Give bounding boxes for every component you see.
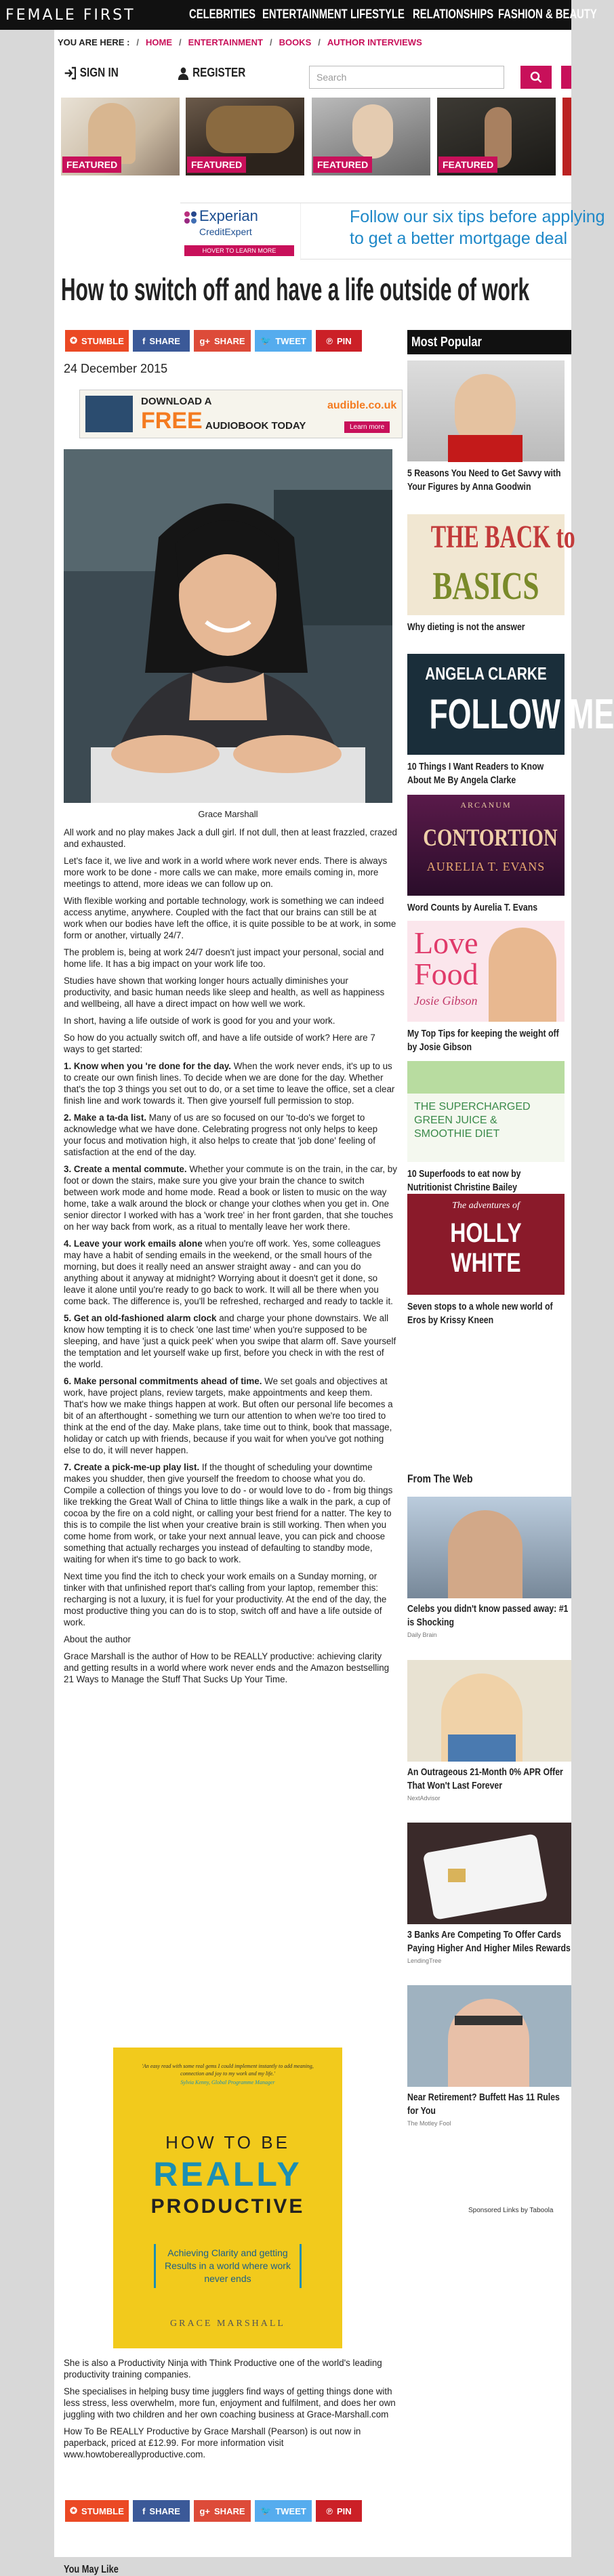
breadcrumb-sep: / bbox=[318, 37, 321, 47]
book-quote-text: 'An easy read with some real gems I could implement instantly to add meaning, connection and joy to my work and my life.' bbox=[142, 2063, 314, 2077]
audible-download-text: DOWNLOAD A bbox=[141, 396, 212, 407]
book-title-line2: REALLY bbox=[153, 2155, 302, 2193]
popular-image-text: The adventures of bbox=[452, 1201, 520, 1211]
stumble-icon: ✪ bbox=[70, 2506, 78, 2516]
audible-book-text: AUDIOBOOK TODAY bbox=[205, 420, 306, 432]
popular-image bbox=[407, 795, 565, 896]
share-bar-top bbox=[65, 330, 397, 352]
featured-item[interactable] bbox=[186, 98, 304, 175]
tip-text: and charge your phone downstairs. We all know how tempting it is to check 'one last time' when you're supposed to be sleeping, and have 'just a quick peek' when you swipe that alarm off. Save yourself the temptation and let yourself wake up first, before you check in with the rest of the world. bbox=[64, 1313, 396, 1369]
audible-free-text: FREE bbox=[141, 408, 203, 434]
web-item[interactable] bbox=[407, 1823, 571, 1964]
popular-title[interactable]: My Top Tips for keeping the weight off by Josie Gibson bbox=[407, 1028, 559, 1053]
breadcrumb-label: YOU ARE HERE : bbox=[58, 37, 130, 47]
facebook-icon: f bbox=[142, 335, 146, 346]
paragraph: She is also a Productivity Ninja with Think Productive one of the world's leading productivity training companies. bbox=[64, 2358, 382, 2380]
sidebar bbox=[407, 330, 614, 2214]
tip-7 bbox=[64, 1461, 397, 1565]
experian-hover-label: HOVER TO LEARN MORE bbox=[184, 245, 294, 256]
page-gutter bbox=[0, 30, 54, 2557]
tweet-button[interactable] bbox=[255, 330, 312, 352]
sponsored-links[interactable]: Sponsored Links by Taboola bbox=[468, 2207, 554, 2214]
experian-logo-icon bbox=[183, 210, 198, 225]
paragraph: In short, having a life outside of work is good for you and your work. bbox=[64, 1016, 335, 1026]
tip-text: Many of us are so focused on our 'to-do's we forget to acknowledge what we have done. Celebrating progress not only helps to keep your focus and motivation high, it also helps to create that 'job done' feeling of satisfaction at the end of the day. bbox=[64, 1113, 378, 1157]
popular-image-text: Josie Gibson bbox=[414, 994, 478, 1007]
google-label: SHARE bbox=[214, 335, 245, 346]
paragraph: Let's face it, we live and work in a world where work never ends. There is always more work to be done - more calls we can make, more emails coming in, more meetings to attend, more ideas we can follow up on. bbox=[64, 856, 388, 889]
register-link[interactable] bbox=[178, 66, 245, 80]
sign-in-label: SIGN IN bbox=[79, 66, 119, 79]
nav-lifestyle[interactable]: LIFESTYLE bbox=[350, 7, 405, 22]
search-icon bbox=[530, 71, 542, 83]
popular-image-text: ARCANUM bbox=[460, 800, 512, 810]
tweet-button[interactable] bbox=[255, 2500, 312, 2522]
web-image bbox=[407, 1985, 571, 2087]
tip-text: If the thought of scheduling your downtime makes you shudder, then give yourself the freedom to choose what you do. Compile a collection of things you love to do - or would love to do - from big things like trekking the Great Wall of China to little things like a walk in the park, a cup of cocoa by the fire on a cold night, or calling your best friend for a natter. The key to this is to compile the list when your creative brain is still working. Then when you come home from work, or take your next annual leave, you can pick and choose something that actually recharges you instead of defaulting to standby mode, waiting for when it's time to go back to work. bbox=[64, 1462, 393, 1564]
pinterest-icon: ℗ bbox=[326, 335, 333, 346]
paragraph: How To Be REALLY Productive by Grace Marshall (Pearson) is out now in paperback, priced at £12.99. For more information visit www.howtobereallyproductive.com. bbox=[64, 2426, 361, 2459]
breadcrumb-sep: / bbox=[179, 37, 182, 47]
register-label: REGISTER bbox=[192, 66, 246, 79]
facebook-label: SHARE bbox=[149, 335, 180, 346]
popular-image bbox=[407, 1194, 565, 1295]
popular-image bbox=[407, 921, 565, 1022]
paragraph: She specialises in helping busy time jugglers find ways of getting things done with less stress, less overwhelm, more fun, enjoyment and fulfilment, and does her own juggling with two children and her own coaching business at Grace-Marshall.com bbox=[64, 2386, 396, 2419]
breadcrumb-entertainment[interactable]: ENTERTAINMENT bbox=[188, 37, 263, 47]
you-may-like-heading: You May Like bbox=[64, 2564, 119, 2575]
popular-image-text: Love Food bbox=[414, 926, 478, 991]
book-author: GRACE MARSHALL bbox=[170, 2319, 285, 2329]
web-source: NextAdvisor bbox=[407, 1795, 441, 1802]
breadcrumb-author-interviews[interactable]: AUTHOR INTERVIEWS bbox=[327, 37, 422, 47]
popular-title[interactable]: 10 Things I Want Readers to Know About Me By Angela Clarke bbox=[407, 761, 544, 786]
breadcrumb-home[interactable]: HOME bbox=[146, 37, 173, 47]
paragraph: Grace Marshall is the author of How to be REALLY productive: achieving clarity and getting results in a world where work never ends and the Amazon bestselling 21 Ways to Manage the Stuff That Sucks Up Your Time. bbox=[64, 1651, 390, 1684]
breadcrumb bbox=[54, 30, 571, 55]
web-image bbox=[407, 1660, 571, 1762]
tip-heading: 1. Know when you 're done for the day. bbox=[64, 1061, 231, 1071]
tip-heading: 3. Create a mental commute. bbox=[64, 1164, 187, 1174]
web-item[interactable] bbox=[407, 1660, 571, 1802]
featured-item[interactable] bbox=[437, 98, 556, 175]
about-author-heading: About the author bbox=[64, 1634, 131, 1644]
popular-item[interactable] bbox=[407, 654, 614, 787]
stumble-icon: ✪ bbox=[70, 335, 78, 346]
tip-text: when you're off work. Yes, some colleagues may have a habit of sending emails in the weekend, or the small hours of the morning, but does it really need an answer straight away - and can you do anything about it anyway at midnight? Worrying about it doesn't get it done, so leave it alone until you're ready to go back to work. It will all be there when you come back. The difference is, you'll be refreshed, recharged and ready to tackle it. bbox=[64, 1239, 393, 1306]
paragraph: With flexible working and portable technology, work is something we can indeed access anytime, anywhere. Coupled with the fact that our brains can still be at work when our bodies have left the office, it is quite possible to be at work, in some form or another, virtually 24/7. bbox=[64, 896, 396, 940]
user-icon bbox=[178, 66, 189, 80]
audible-logo: audible.co.uk bbox=[327, 400, 397, 411]
popular-item[interactable] bbox=[407, 921, 565, 1054]
web-source: Daily Brain bbox=[407, 1632, 437, 1638]
tip-heading: 2. Make a ta-da list. bbox=[64, 1113, 147, 1123]
user-bar bbox=[54, 62, 571, 89]
book-title-line3: PRODUCTIVE bbox=[150, 2195, 305, 2218]
paragraph: All work and no play makes Jack a dull girl. If not dull, then at least frazzled, crazed and exhausted. bbox=[64, 827, 397, 849]
search-button[interactable] bbox=[520, 66, 552, 89]
popular-image-text: FOLLOW ME bbox=[429, 691, 614, 738]
web-title[interactable]: Near Retirement? Buffett Has 11 Rules for You bbox=[407, 2092, 560, 2117]
tip-1 bbox=[64, 1060, 397, 1106]
tip-text: Whether your commute is on the train, in the car, by foot or down the stairs, make sure you give your brain the chance to switch between work mode and home mode. Read a book or listen to music on the way home, take a walk around the block or change your clothes when you get in. One senior director I worked with has a 'work tree' in her front garden, that she touches on her way back from work, as a ritual to mentally leave her work there. bbox=[64, 1164, 397, 1232]
stumble-label: STUMBLE bbox=[81, 335, 124, 346]
breadcrumb-sep: / bbox=[136, 37, 140, 47]
tip-4 bbox=[64, 1238, 397, 1307]
nav-celebrities[interactable]: CELEBRITIES bbox=[189, 7, 255, 22]
from-the-web-heading: From The Web bbox=[407, 1472, 473, 1485]
photo-caption: Grace Marshall bbox=[198, 809, 258, 819]
stumble-label: STUMBLE bbox=[81, 2506, 124, 2516]
tip-heading: 5. Get an old-fashioned alarm clock bbox=[64, 1313, 217, 1323]
featured-item[interactable] bbox=[312, 98, 430, 175]
popular-image-text: CONTORTION bbox=[423, 824, 558, 851]
audible-device-image bbox=[85, 396, 133, 432]
nav-relationships[interactable]: RELATIONSHIPS bbox=[413, 7, 494, 22]
search-edge bbox=[561, 66, 571, 89]
article-body bbox=[64, 827, 397, 1690]
facebook-label: SHARE bbox=[149, 2506, 180, 2516]
popular-title[interactable]: 5 Reasons You Need to Get Savvy with Your Figures by Anna Goodwin bbox=[407, 468, 561, 493]
google-share-button[interactable] bbox=[194, 2500, 251, 2522]
pin-label: PIN bbox=[336, 335, 352, 346]
popular-image-text: HOLLY WHITE bbox=[450, 1218, 522, 1278]
paragraph: The problem is, being at work 24/7 doesn't just impact your personal, social and home life. It has a big impact on your work life too. bbox=[64, 947, 384, 969]
popular-item[interactable] bbox=[407, 1061, 565, 1194]
popular-image bbox=[407, 1061, 565, 1162]
facebook-share-button[interactable] bbox=[133, 2500, 190, 2522]
featured-image bbox=[352, 104, 393, 159]
featured-strip bbox=[61, 98, 571, 175]
web-image bbox=[407, 1823, 571, 1924]
featured-item-partial bbox=[562, 98, 571, 175]
featured-label: FEATURED bbox=[313, 157, 372, 173]
author-photo-illustration bbox=[64, 449, 392, 803]
popular-title[interactable]: Why dieting is not the answer bbox=[407, 621, 525, 633]
breadcrumb-books[interactable]: BOOKS bbox=[279, 37, 312, 47]
experian-logo-box bbox=[180, 203, 301, 260]
article-title: How to switch off and have a life outside of work bbox=[61, 272, 530, 307]
popular-image bbox=[407, 514, 575, 615]
stumble-button[interactable] bbox=[65, 330, 129, 352]
featured-image bbox=[88, 103, 136, 164]
popular-title[interactable]: Word Counts by Aurelia T. Evans bbox=[407, 902, 538, 913]
tip-6 bbox=[64, 1375, 397, 1456]
popular-item[interactable] bbox=[407, 360, 565, 494]
popular-image bbox=[407, 654, 614, 755]
site-logo[interactable]: FEMALE FIRST bbox=[5, 6, 136, 24]
web-title[interactable]: An Outrageous 21-Month 0% APR Offer That Won't Last Forever bbox=[407, 1766, 563, 1791]
popular-image-text: THE BACK to bbox=[430, 519, 575, 555]
tweet-label: TWEET bbox=[275, 2506, 306, 2516]
popular-item[interactable] bbox=[407, 795, 565, 915]
popular-item[interactable] bbox=[407, 514, 575, 634]
nav-entertainment[interactable]: ENTERTAINMENT bbox=[262, 7, 348, 22]
share-bar-bottom bbox=[65, 2500, 397, 2522]
featured-label: FEATURED bbox=[187, 157, 246, 173]
web-title[interactable]: 3 Banks Are Competing To Offer Cards Paying Higher And Higher Miles Rewards bbox=[407, 1929, 571, 1954]
audible-learn-more[interactable]: Learn more bbox=[344, 421, 390, 433]
nav-fashion-beauty[interactable]: FASHION & BEAUTY bbox=[498, 7, 597, 22]
twitter-icon: 🐦 bbox=[260, 2506, 272, 2516]
experian-brand: Experian bbox=[199, 207, 258, 224]
pin-button[interactable] bbox=[316, 330, 362, 352]
popular-image-text: ANGELA CLARKE bbox=[425, 663, 547, 684]
facebook-icon: f bbox=[142, 2506, 146, 2516]
tip-5 bbox=[64, 1312, 397, 1370]
page-content bbox=[54, 30, 614, 2575]
tip-2 bbox=[64, 1112, 397, 1158]
tip-text: We set goals and objectives at work, have project plans, review targets, make appointments and keep them. That's how we make things happen at work. But often our personal life becomes a bit of an afterthought - something we turn our attention to when we're too tired to think at the end of the day. Make plans, take time out to think, book that massage, holiday or catch up with friends, because if you wait for when you've got nothing else to do, it will never happen. bbox=[64, 1376, 393, 1455]
paragraph: So how do you actually switch off, and have a life outside of work? Here are 7 ways to get started: bbox=[64, 1033, 375, 1054]
author-photo bbox=[64, 449, 392, 803]
audible-ad[interactable] bbox=[79, 390, 403, 438]
stumble-button[interactable] bbox=[65, 2500, 129, 2522]
featured-label: FEATURED bbox=[438, 157, 497, 173]
popular-image-text: THE SUPERCHARGED GREEN JUICE & SMOOTHIE DIET bbox=[414, 1101, 531, 1140]
tip-heading: 6. Make personal commitments ahead of time. bbox=[64, 1376, 262, 1386]
book-cover bbox=[113, 2048, 342, 2348]
popular-title[interactable]: Seven stops to a whole new world of Eros by Krissy Kneen bbox=[407, 1301, 553, 1326]
web-source: LendingTree bbox=[407, 1957, 442, 1964]
web-item[interactable] bbox=[407, 1985, 571, 2127]
experian-sub: CreditExpert bbox=[199, 226, 252, 237]
book-title-line1: HOW TO BE bbox=[165, 2132, 290, 2153]
experian-text-line2: to get a better mortgage deal bbox=[350, 229, 568, 248]
most-popular-label: Most Popular bbox=[411, 334, 482, 350]
tip-text: When the work never ends, it's up to us to create our own finish lines. To decide when we are done for the day. Whether that's the top 3 things you set out to do, or a set time to leave the office, set a clear finish line and work towards it. Then give yourself full permission to stop. bbox=[64, 1061, 395, 1106]
popular-image bbox=[407, 360, 565, 461]
paragraph: Studies have shown that working longer hours actually diminishes your productivity, and basic human needs like sleep and health, as well as happiness and wellbeing, all have a direct impact on how well we work. bbox=[64, 976, 385, 1009]
google-share-button[interactable] bbox=[194, 330, 251, 352]
pinterest-icon: ℗ bbox=[326, 2506, 333, 2516]
experian-text bbox=[350, 206, 605, 249]
web-source: The Motley Fool bbox=[407, 2120, 451, 2127]
tip-heading: 4. Leave your work emails alone bbox=[64, 1239, 203, 1249]
popular-image-text: BASICS bbox=[432, 564, 539, 608]
pin-label: PIN bbox=[336, 2506, 352, 2516]
popular-image-text: AURELIA T. EVANS bbox=[426, 860, 546, 873]
author-bio bbox=[64, 2357, 397, 2466]
article-date: 24 December 2015 bbox=[64, 362, 168, 375]
book-subtitle: Achieving Clarity and getting Results in a world where work never ends bbox=[154, 2244, 302, 2288]
most-popular-heading bbox=[407, 330, 571, 354]
web-item[interactable] bbox=[407, 1497, 571, 1638]
google-label: SHARE bbox=[214, 2506, 245, 2516]
search-input[interactable]: Search bbox=[309, 66, 504, 89]
tip-heading: 7. Create a pick-me-up play list. bbox=[64, 1462, 200, 1472]
pin-button[interactable] bbox=[316, 2500, 362, 2522]
book-quote-by: Sylvia Kenny, Global Programme Manager bbox=[180, 2079, 275, 2085]
featured-label: FEATURED bbox=[62, 157, 121, 173]
experian-ad[interactable] bbox=[180, 203, 605, 259]
featured-item[interactable] bbox=[61, 98, 180, 175]
sign-in-icon bbox=[64, 66, 77, 80]
facebook-share-button[interactable] bbox=[133, 330, 190, 352]
book-quote bbox=[136, 2062, 319, 2086]
popular-title[interactable]: 10 Superfoods to eat now by Nutritionist Christine Bailey bbox=[407, 1168, 521, 1193]
paragraph: Next time you find the itch to check your work emails on a Sunday morning, or tinker with that unfinished report that's calling from your laptop, remember this: recharging is not a luxury, it is fuel for your productivity. At the end of the day, the most productive thing you can do is to stop, switch off and have a life outside of work. bbox=[64, 1571, 387, 1627]
twitter-icon: 🐦 bbox=[260, 335, 272, 346]
tip-3 bbox=[64, 1163, 397, 1232]
tweet-label: TWEET bbox=[275, 335, 306, 346]
top-navbar bbox=[0, 0, 597, 30]
experian-text-line1: Follow our six tips before applying bbox=[350, 207, 605, 226]
sign-in-link[interactable] bbox=[64, 66, 119, 80]
google-plus-icon: g+ bbox=[199, 2506, 211, 2516]
main-nav bbox=[189, 7, 597, 22]
breadcrumb-sep: / bbox=[269, 37, 272, 47]
featured-image bbox=[206, 106, 294, 153]
popular-item[interactable] bbox=[407, 1194, 565, 1327]
web-title[interactable]: Celebs you didn't know passed away: #1 is Shocking bbox=[407, 1603, 569, 1628]
web-image bbox=[407, 1497, 571, 1598]
google-plus-icon: g+ bbox=[199, 335, 211, 346]
